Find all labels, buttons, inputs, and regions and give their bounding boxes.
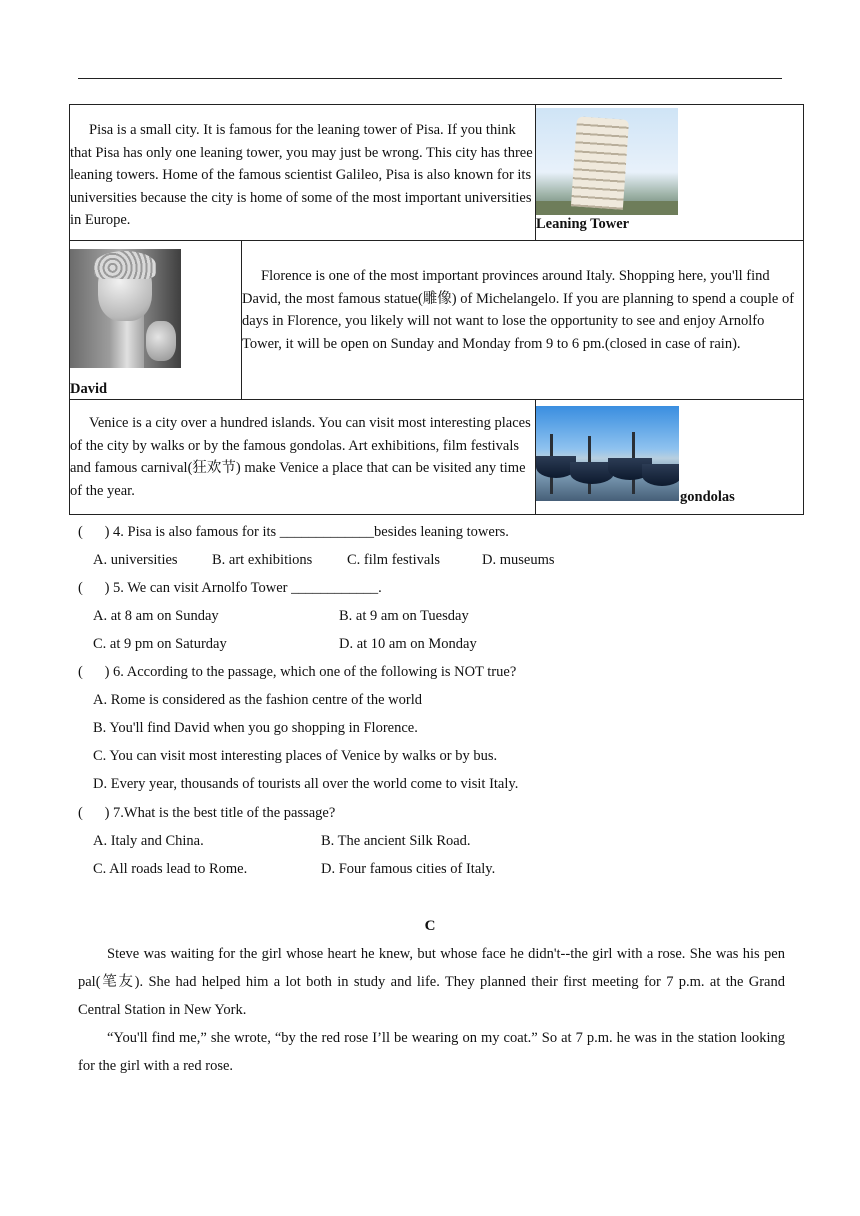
venice-text-cell [70,400,536,515]
florence-text-cell [242,241,804,400]
question-4-stem: ( ) 4. Pisa is also famous for its _____________besides leaning towers. [78,524,509,540]
question-4-option-d: D. museums [482,552,555,568]
cities-table [69,104,804,515]
david-caption: David [70,381,108,397]
venice-row [70,400,804,515]
question-7-option-c: C. All roads lead to Rome. [93,861,248,877]
question-7-option-a: A. Italy and China. [93,833,204,849]
header-rule [78,78,782,79]
question-6-option-c: C. You can visit most interesting places of Venice by walks or by bus. [93,748,498,764]
question-5-option-b: B. at 9 am on Tuesday [339,608,469,624]
venice-paragraph: Venice is a city over a hundred islands. You can visit most interesting places of the city by walks or by the famous gondolas. Art exhibitions, film festivals and famous carnival(狂欢节) make Venice a place that can be visited any time of the year. [70,415,531,499]
question-5-option-d: D. at 10 am on Monday [339,636,477,652]
question-7-option-b: B. The ancient Silk Road. [321,833,471,849]
question-6-option-b: B. You'll find David when you go shopping in Florence. [93,720,418,736]
venice-image-cell [536,400,804,515]
question-6-option-a: A. Rome is considered as the fashion centre of the world [93,692,422,708]
statue-hand [146,321,176,361]
question-5-option-c: C. at 9 pm on Saturday [93,636,227,652]
florence-paragraph: Florence is one of the most important provinces around Italy. Shopping here, you'll find David, the most famous statue(雕像) of Michelangelo. If you are planning to spend a couple of days in Florence, you likely will not want to lose the opportunity to see and enjoy Arnolfo Tower, it will be open on Sunday and Monday from 9 to 6 pm.(closed in case of rain). [242,268,795,352]
david-image-cell [70,241,242,400]
leaning-tower-image [536,108,678,215]
section-c-title: C [424,918,436,934]
question-7-option-d: D. Four famous cities of Italy. [321,861,496,877]
gondola-shape [642,464,679,486]
question-6-stem: ( ) 6. According to the passage, which one of the following is NOT true? [78,664,517,680]
gondolas-image [536,406,679,501]
statue-neck [110,315,144,368]
question-4-option-a: A. universities [93,552,178,568]
pisa-row [70,105,804,241]
question-5-stem: ( ) 5. We can visit Arnolfo Tower ____________. [78,580,382,596]
question-4-option-c: C. film festivals [347,552,441,568]
pisa-text-cell [70,105,536,241]
question-7-stem: ( ) 7.What is the best title of the passage? [78,805,336,821]
florence-row [70,241,804,400]
gondolas-caption: gondolas [680,488,735,505]
section-c-paragraph-1: Steve was waiting for the girl whose heart he knew, but whose face he didn't--the girl with a rose. She was his pen pal(笔友). She had helped him a lot both in study and life. They planned their first meeting for 7 p.m. at the Grand Central Station in New York. [78,946,785,1018]
pisa-paragraph: Pisa is a small city. It is famous for the leaning tower of Pisa. If you think that Pisa has only one leaning tower, you may just be wrong. This city has three leaning towers. Home of the famous scientist Galileo, Pisa is also known for its universities because the city is home of some of the most important universities in Europe. [70,122,533,228]
question-6-option-d: D. Every year, thousands of tourists all over the world come to visit Italy. [93,776,519,792]
section-c-paragraph-2: “You'll find me,” she wrote, “by the red rose I’ll be wearing on my coat.” So at 7 p.m. he was in the station looking for the girl with a red rose. [78,1030,785,1074]
question-5-option-a: A. at 8 am on Sunday [93,608,219,624]
question-4-option-b: B. art exhibitions [212,552,313,568]
tower-shape [571,116,629,209]
pisa-image-cell [536,105,804,241]
david-statue-image [70,249,181,368]
leaning-tower-caption: Leaning Tower [536,216,630,232]
statue-hair [94,251,156,279]
